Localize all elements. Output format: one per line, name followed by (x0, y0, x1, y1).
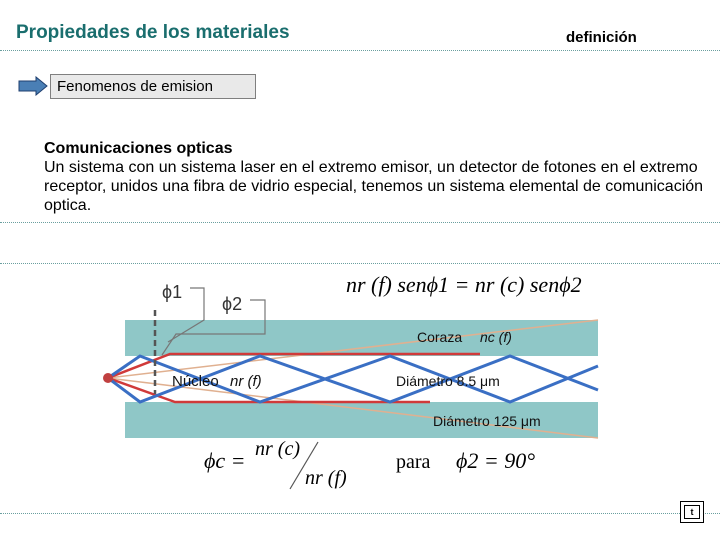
content-divider (0, 222, 720, 223)
header-divider (0, 50, 720, 51)
next-slide-button[interactable] (680, 501, 704, 523)
critical-angle-denominator: nr (f) (305, 467, 347, 489)
critical-angle-numerator: nr (c) (255, 438, 300, 460)
core-diameter-label: Diámetro 8.5 μm (396, 373, 500, 389)
para-label: para (396, 451, 431, 473)
coraza-index-label: nc (f) (480, 329, 512, 345)
body-text (44, 139, 704, 215)
critical-angle-lhs: ϕc = (204, 448, 246, 473)
nucleo-label: Núcleo (172, 373, 219, 390)
phi2-label: ϕ2 (222, 294, 243, 314)
section-label: Fenomenos de emision (50, 74, 256, 99)
snell-equation: nr (f) senϕ1 = nr (c) senϕ2 (346, 272, 582, 297)
nav-button-label: t (684, 505, 700, 519)
cladding-diameter-label: Diámetro 125 μm (433, 413, 541, 429)
optical-fiber-diagram (100, 262, 620, 492)
arrow-right-icon (18, 76, 48, 96)
laser-source (103, 373, 113, 383)
para-condition: ϕ2 = 90° (456, 448, 536, 473)
content-paragraph: Un sistema con un sistema laser en el extremo emisor, un detector de fotones en el extremo receptor, unidos una fibra de vidrio especial, tenemos un sistema elemental de comunicación optica. (44, 159, 704, 214)
footer-divider (0, 513, 720, 514)
coraza-label: Coraza (417, 329, 463, 345)
page-subtitle: definición (566, 29, 637, 46)
page-title: Propiedades de los materiales (16, 22, 290, 43)
content-heading: Comunicaciones opticas (44, 140, 233, 157)
phi1-label: ϕ1 (162, 282, 183, 302)
nucleo-index-label: nr (f) (230, 373, 262, 390)
